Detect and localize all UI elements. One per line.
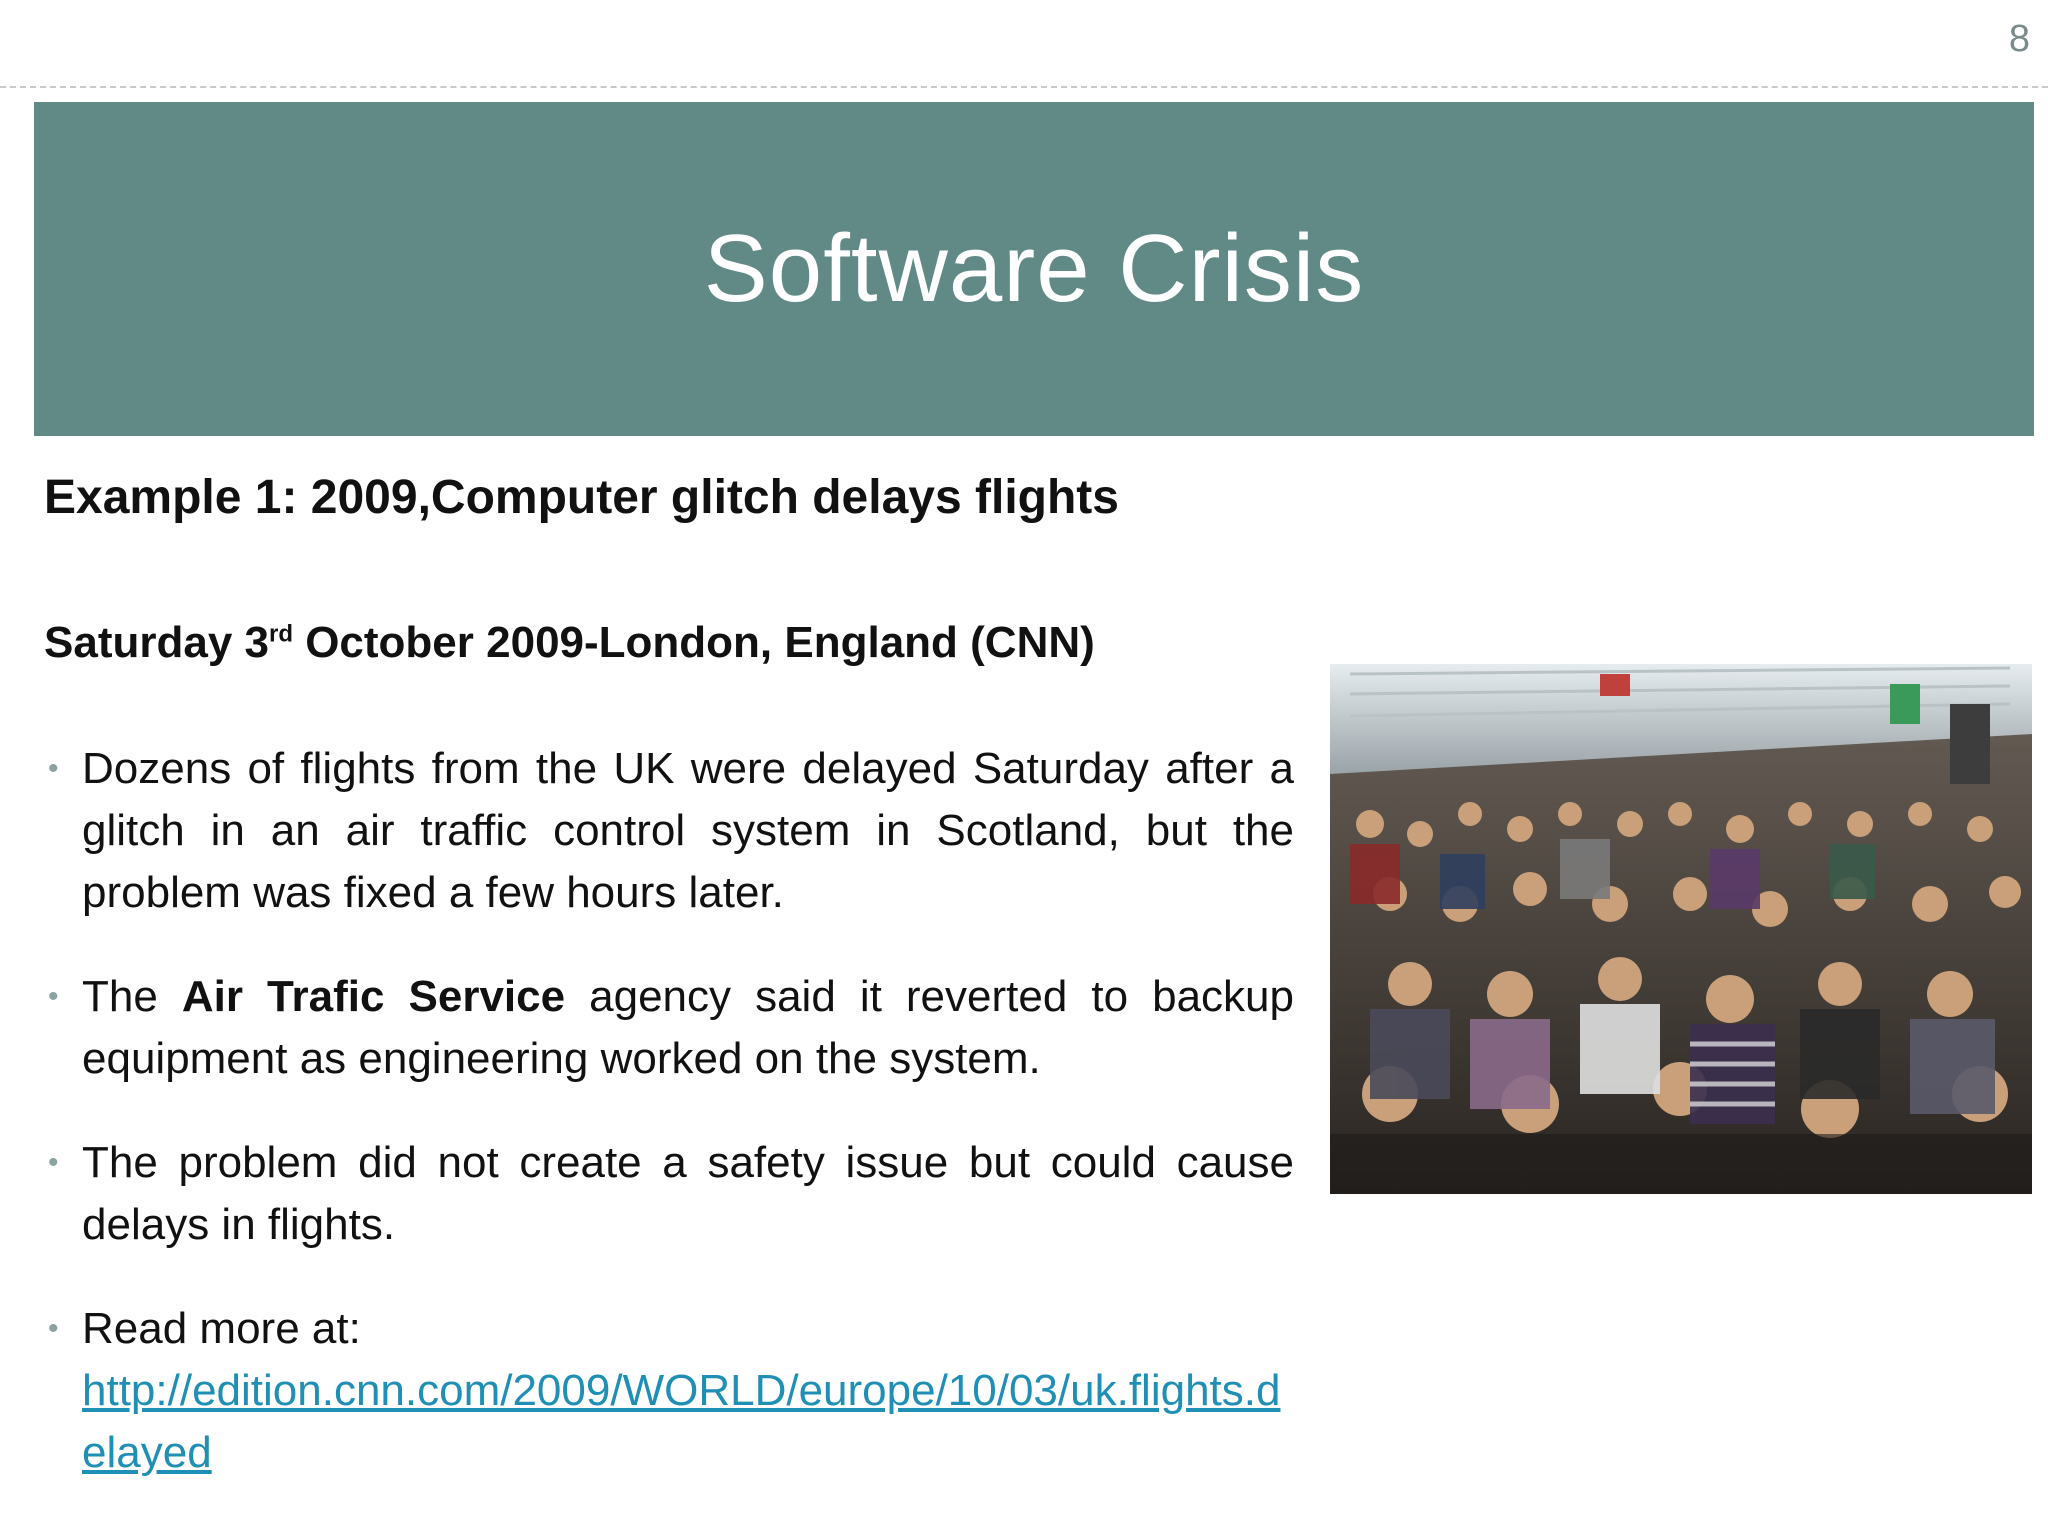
cnn-article-link[interactable]: http://edition.cnn.com/2009/WORLD/europe/10/03/uk.flights.delayed <box>82 1366 1281 1477</box>
bullet-item-safety <box>44 1132 1294 1256</box>
read-more-label: Read more at: <box>82 1304 361 1353</box>
bullet-text-before: The <box>82 972 182 1021</box>
slide-title: Software Crisis <box>703 215 1365 322</box>
bullet-text-after: agency said it reverted to backup equipment as engineering worked on the system. <box>82 972 1294 1083</box>
bullet-text-bold: Air Trafic Service <box>181 972 566 1021</box>
bullet-item-flights-delayed <box>44 738 1294 924</box>
bullet-item-air-trafic-service <box>44 966 1294 1090</box>
bullet-dot-icon: • <box>48 980 59 1013</box>
bullet-dot-icon: • <box>48 1312 59 1345</box>
dateline <box>44 618 1095 668</box>
bullet-text: The problem did not create a safety issue but could cause delays in flights. <box>82 1138 1294 1249</box>
bullet-list <box>44 738 1294 1526</box>
airport-crowd-photo <box>1330 664 2032 1194</box>
bullet-item-read-more <box>44 1298 1294 1484</box>
dateline-rest: October 2009-London, England (CNN) <box>292 618 1095 667</box>
top-dashed-rule <box>0 86 2048 88</box>
bullet-text: Dozens of flights from the UK were delayed Saturday after a glitch in an air traffic control system in Scotland, but the problem was fixed a few hours later. <box>82 744 1294 917</box>
example-heading: Example 1: 2009,Computer glitch delays flights <box>44 471 1119 524</box>
page-number: 8 <box>2008 18 2030 60</box>
title-band <box>34 102 2034 436</box>
dateline-prefix: Saturday 3 <box>44 618 269 667</box>
dateline-ordinal: rd <box>268 620 293 648</box>
bullet-dot-icon: • <box>48 752 59 785</box>
bullet-dot-icon: • <box>48 1146 59 1179</box>
airport-crowd-illustration <box>1330 664 2032 1194</box>
